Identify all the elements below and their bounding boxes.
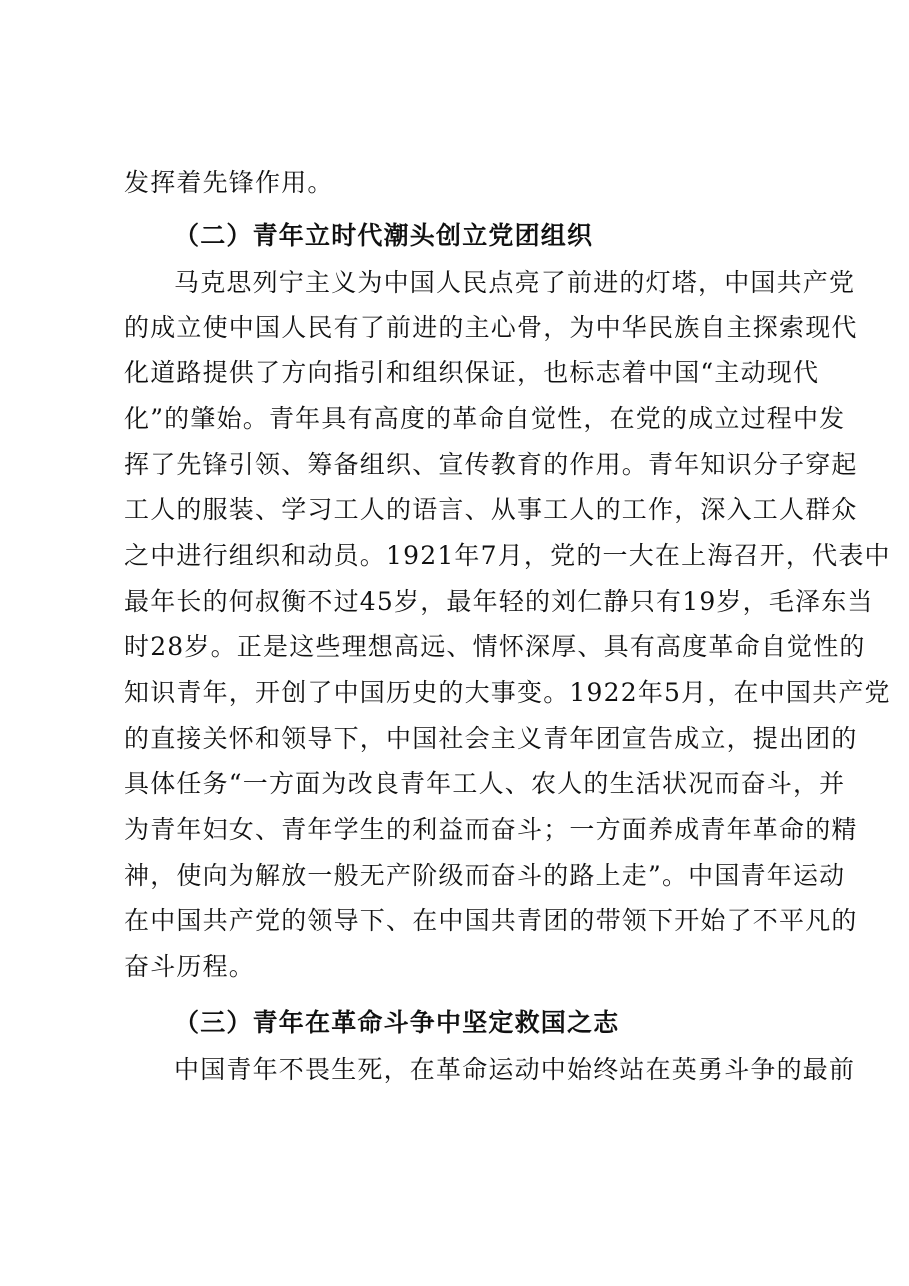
paragraph-line: 化道路提供了方向指引和组织保证，也标志着中国“主动现代 [124, 358, 820, 387]
paragraph-line: 在中国共产党的领导下、在中国共青团的带领下开始了不平凡的 [124, 906, 858, 935]
paragraph-line: 马克思列宁主义为中国人民点亮了前进的灯塔，中国共产党 [174, 268, 856, 297]
paragraph-line: 的成立使中国人民有了前进的主心骨，为中华民族自主探索现代 [124, 313, 858, 342]
paragraph-line: 具体任务“一方面为改良青年工人、农人的生活状况而奋斗，并 [124, 769, 846, 798]
paragraph-line: 中国青年不畏生死，在革命运动中始终站在英勇斗争的最前 [174, 1055, 856, 1084]
paragraph-line: 挥了先锋引领、筹备组织、宣传教育的作用。青年知识分子穿起 [124, 450, 858, 479]
paragraph-line: 化”的肇始。青年具有高度的革命自觉性，在党的成立过程中发 [124, 404, 846, 433]
section-heading: （二）青年立时代潮头创立党团组织 [174, 221, 594, 250]
paragraph-line: 神，使向为解放一般无产阶级而奋斗的路上走”。中国青年运动 [124, 861, 846, 890]
paragraph-line: 时28岁。正是这些理想高远、情怀深厚、具有高度革命自觉性的 [124, 632, 866, 661]
paragraph-line: 知识青年，开创了中国历史的大事变。1922年5月，在中国共产党 [124, 678, 891, 707]
paragraph-line: 的直接关怀和领导下，中国社会主义青年团宣告成立，提出团的 [124, 724, 858, 753]
paragraph-line: 发挥着先锋作用。 [124, 168, 334, 197]
paragraph-line: 为青年妇女、青年学生的利益而奋斗；一方面养成青年革命的精 [124, 815, 858, 844]
paragraph-line: 工人的服装、学习工人的语言、从事工人的工作，深入工人群众 [124, 495, 858, 524]
section-heading: （三）青年在革命斗争中坚定救国之志 [174, 1008, 620, 1037]
paragraph-line: 之中进行组织和动员。1921年7月，党的一大在上海召开，代表中 [124, 541, 891, 570]
paragraph-line: 最年长的何叔衡不过45岁，最年轻的刘仁静只有19岁，毛泽东当 [124, 587, 874, 616]
paragraph-line: 奋斗历程。 [124, 952, 256, 981]
